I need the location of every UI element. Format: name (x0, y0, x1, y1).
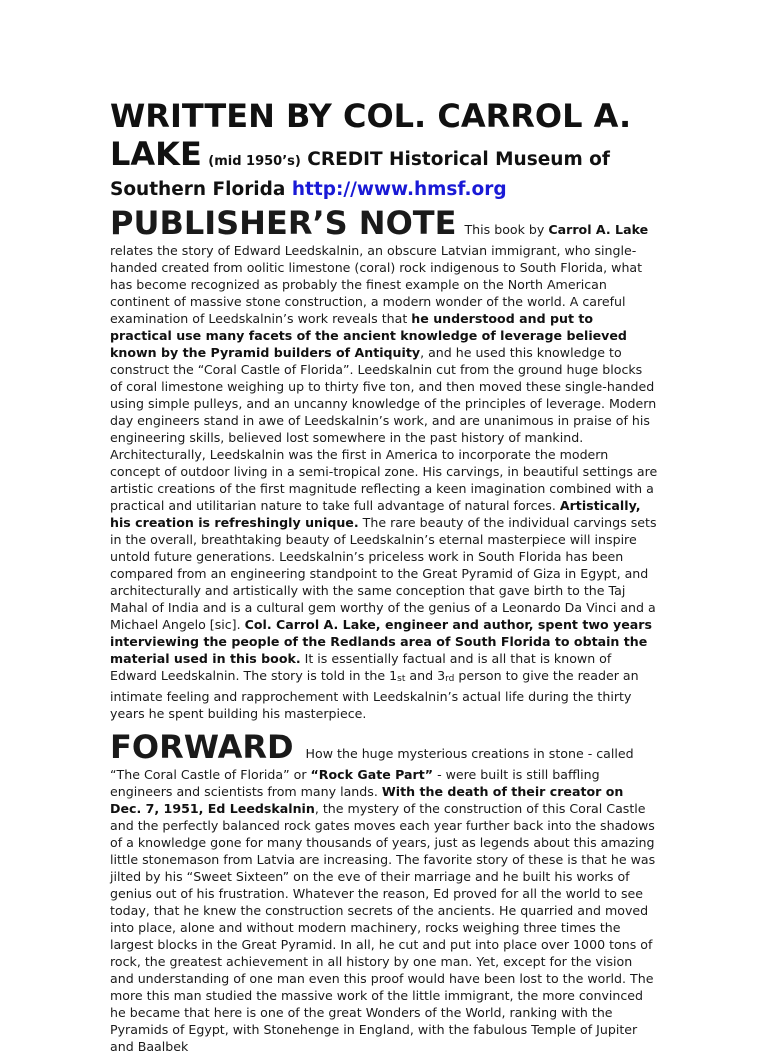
document-content (110, 96, 658, 1055)
publisher-text-6: person to give the reader an intimate feeling and rapprochement with Leedskalnin’s actual life during the thirty years he spent building his masterpiece. (110, 668, 639, 721)
publisher-bold-1: he understood and put to practical use many facets of the ancient knowledge of leverage believed known by the Pyramid builders of Antiquity (110, 311, 627, 360)
forward-text-3: , the mystery of the construction of this Coral Castle and the perfectly balanced rock gates moves each year further back into the shadows of a knowledge gone for many thousands of years, just as legends about this amazing little stonemason from Latvia are increasing. The favorite story of these is that he was jilted by his “Sweet Sixteen” on the eve of their marriage and he built his works of genius out of his frustration. Whatever the reason, Ed proved for all the world to see today, that he knew the construction secrets of the ancients. He quarried and moved into place, alone and without modern machinery, rocks weighing three times the largest blocks in the Great Pyramid. In all, he cut and put into place over 1000 tons of rock, the greatest achievement in all history by one man. Yet, except for the vision and understanding of one man even this proof would have been lost to the world. The more this man studied the massive work of the little immigrant, the more convinced he became that here is one of the great Wonders of the World, ranking with the Pyramids of Egypt, with Stonehenge in England, with the fabulous Temple of Jupiter and Baalbek (110, 801, 656, 1054)
museum-link[interactable]: http://www.hmsf.org (291, 179, 507, 200)
publisher-text-3: The rare beauty of the individual carvings sets in the overall, breathtaking beauty of Leedskalnin’s eternal masterpiece will inspire untold future generations. Leedskalnin’s priceless work in South Florida has been compared from an engineering standpoint to the Great Pyramid of Giza in Egypt, and architecturally and artistically with the same conception that gave birth to the Taj Mahal of India and is a cultural gem worthy of the genius of a Leonardo Da Vinci and a Michael Angelo [sic]. (110, 515, 657, 632)
title-line-1: WRITTEN BY COL. CARROL A. (110, 97, 632, 135)
forward-bold-1: “Rock Gate Part” (310, 767, 434, 782)
forward-heading: FORWARD (110, 728, 294, 766)
title-southern-florida: Southern Florida (110, 179, 286, 200)
publisher-text-1: relates the story of Edward Leedskalnin, an obscure Latvian immigrant, who single-handed created from oolitic limestone (coral) rock indigenous to South Florida, what has become recognized as probably the finest example on the North American continent of massive stone construction, a modern wonder of the world. A careful examination of Leedskalnin’s work reveals that (110, 243, 643, 326)
title-lake: LAKE (110, 135, 202, 173)
publishers-note-paragraph (110, 204, 658, 722)
publisher-lead: This book by (464, 222, 545, 237)
publisher-bold-2: Artistically, his creation is refreshingly unique. (110, 498, 641, 530)
publisher-text-5: and 3 (409, 668, 446, 683)
publisher-text-4: It is essentially factual and is all that is known of Edward Leedskalnin. The story is told in the 1 (110, 651, 612, 683)
forward-bold-2: With the death of their creator on Dec. 7, 1951, Ed Leedskalnin (110, 784, 624, 816)
forward-text-2: - were built is still baffling engineers and scientists from many lands. (110, 767, 600, 799)
title-line-3 (110, 176, 658, 204)
title-credit: CREDIT Historical Museum of (307, 149, 610, 170)
publishers-note-heading: PUBLISHER’S NOTE (110, 204, 457, 242)
publisher-text-2: , and he used this knowledge to construct the “Coral Castle of Florida”. Leedskalnin cut from the ground huge blocks of coral limestone weighing up to thirty five ton, and then moved these single-handed using simple pulleys, and an uncanny knowledge of the principles of leverage. Modern day engineers stand in awe of Leedskalnin’s work, and are unanimous in praise of his engineering skills, believed lost somewhere in the past history of mankind. Architecturally, Leedskalnin was the first in America to incorporate the modern concept of outdoor living in a semi-tropical zone. His carvings, in beautiful settings are artistic creations of the first magnitude reflecting a keen imagination combined with a practical and utilitarian nature to take full advantage of natural forces. (110, 345, 658, 513)
title-mid-1950s: (mid 1950’s) (208, 154, 301, 169)
publisher-bold-3: Col. Carrol A. Lake, engineer and author, spent two years interviewing the people of the Redlands area of South Florida to obtain the material used in this book. (110, 617, 652, 666)
forward-text-1: How the huge mysterious creations in stone - called “The Coral Castle of Florida” or (110, 746, 634, 782)
ordinal-st: st (397, 674, 406, 684)
title-line-2 (110, 136, 658, 176)
publisher-author: Carrol A. Lake (548, 222, 649, 237)
forward-paragraph (110, 728, 658, 1055)
ordinal-rd: rd (445, 674, 455, 684)
